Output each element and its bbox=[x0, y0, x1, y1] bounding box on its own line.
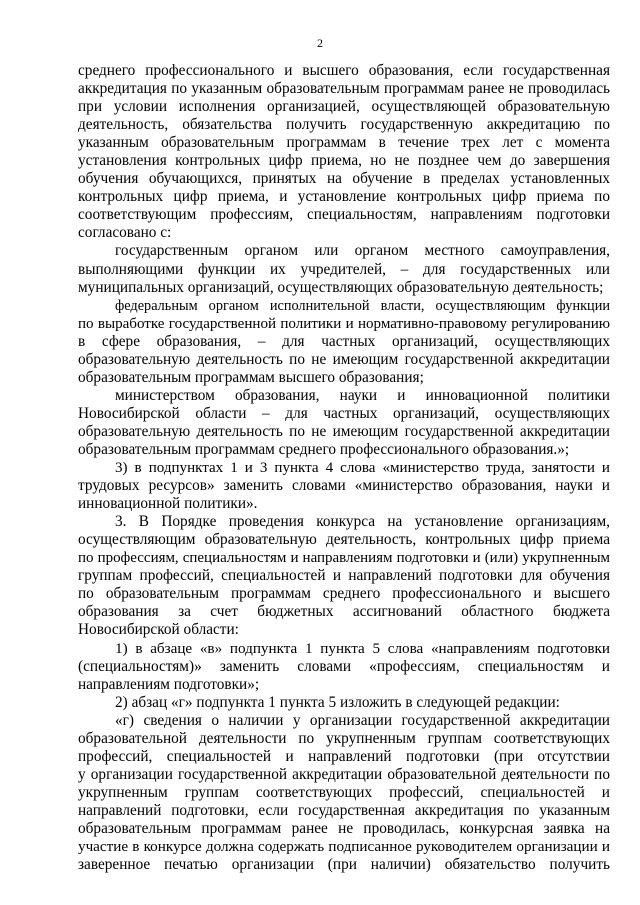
text-line: государственным органом или органом местного самоуправления, bbox=[115, 242, 610, 260]
text-line: установления контрольных цифр приема, но не позднее чем до завершения bbox=[78, 152, 610, 170]
text-line: по выработке государственной политики и нормативно-правовому регулированию bbox=[78, 315, 610, 332]
text-line: выполняющими функции их учредителей, – для государственных или bbox=[78, 260, 610, 278]
text-line: образовательным программам ранее не проводилась, конкурсная заявка на bbox=[78, 819, 610, 837]
text-line: среднего профессионального и высшего образования, если государственная bbox=[78, 62, 610, 79]
page-number: 2 bbox=[317, 36, 323, 50]
text-line: трудовых ресурсов» заменить словами «министерство образования, науки и bbox=[78, 477, 610, 495]
text-line: 1) в абзаце «в» подпункта 1 пункта 5 слова «направлениям подготовки bbox=[115, 639, 610, 657]
text-line: министерством образования, науки и инновационной политики bbox=[115, 386, 610, 404]
text-line: обучения обучающихся, принятых на обучение в пределах установленных bbox=[78, 170, 610, 188]
text-line: 3. В Порядке проведения конкурса на установление организациям, bbox=[115, 513, 610, 531]
text-line: согласовано с: bbox=[78, 224, 172, 242]
text-line: муниципальных организаций, осуществляющих образовательную деятельность; bbox=[78, 278, 604, 296]
text-line: (специальностям)» заменить словами «профессиям, специальностям и bbox=[78, 657, 610, 675]
text-line: федеральным органом исполнительной власти, осуществляющим функции bbox=[115, 297, 610, 314]
text-line: соответствующим профессиям, специальностям, направлениям подготовки bbox=[78, 206, 610, 224]
text-line: направлений подготовки, если государственная аккредитация по указанным bbox=[78, 801, 610, 819]
text-line: Новосибирской области: bbox=[78, 621, 239, 639]
text-line: 2) абзац «г» подпункта 1 пункта 5 изложить в следующей редакции: bbox=[115, 693, 560, 711]
text-line: указанным образовательным программам в течение трех лет с момента bbox=[78, 134, 610, 152]
text-line: контрольных цифр приема, и установление контрольных цифр приема по bbox=[78, 188, 610, 206]
text-line: профессий, специальностей и направлений подготовки (при отсутствии bbox=[78, 747, 610, 765]
text-line: осуществляющим образовательную деятельность, контрольных цифр приема bbox=[78, 531, 610, 549]
text-line: заверенное печатью организации (при наличии) обязательство получить bbox=[78, 856, 610, 874]
text-line: образования за счет бюджетных ассигнований областного бюджета bbox=[78, 603, 610, 621]
text-line: по образовательным программам среднего профессионального и высшего bbox=[78, 585, 610, 603]
text-line: Новосибирской области – для частных организаций, осуществляющих bbox=[78, 404, 610, 422]
text-line: образовательную деятельность по не имеющим государственной аккредитации bbox=[78, 350, 610, 368]
text-line: аккредитация по указанным образовательным программам ранее не проводилась bbox=[78, 80, 610, 98]
text-line: при условии исполнения организацией, осуществляющей образовательную bbox=[78, 98, 610, 116]
text-line: образовательную деятельность по не имеющим государственной аккредитации bbox=[78, 422, 610, 440]
text-line: инновационной политики». bbox=[78, 495, 258, 513]
text-line: по профессиям, специальностям и направлениям подготовки и (или) укрупненным bbox=[78, 550, 610, 567]
text-line: укрупненным группам соответствующих профессий, специальностей и bbox=[78, 783, 610, 801]
text-line: направлениям подготовки»; bbox=[78, 675, 260, 693]
text-line: участие в конкурсе должна содержать подписанное руководителем организации и bbox=[78, 838, 610, 856]
text-line: деятельность, обязательства получить государственную аккредитацию по bbox=[78, 116, 610, 134]
text-line: образовательным программам среднего профессионального образования.»; bbox=[78, 440, 570, 458]
text-line: 3) в подпунктах 1 и 3 пункта 4 слова «министерство труда, занятости и bbox=[115, 460, 610, 477]
text-line: в сфере образования, – для частных организаций, осуществляющих bbox=[78, 332, 610, 350]
document-body bbox=[78, 62, 610, 874]
text-line: образовательной деятельности по укрупненным группам соответствующих bbox=[78, 729, 610, 747]
text-line: «г) сведения о наличии у организации государственной аккредитации bbox=[115, 711, 610, 729]
text-line: группам профессий, специальностей и направлений подготовки для обучения bbox=[78, 567, 610, 585]
text-line: образовательным программам высшего образования; bbox=[78, 368, 424, 386]
text-line: у организации государственной аккредитации образовательной деятельности по bbox=[78, 765, 610, 783]
